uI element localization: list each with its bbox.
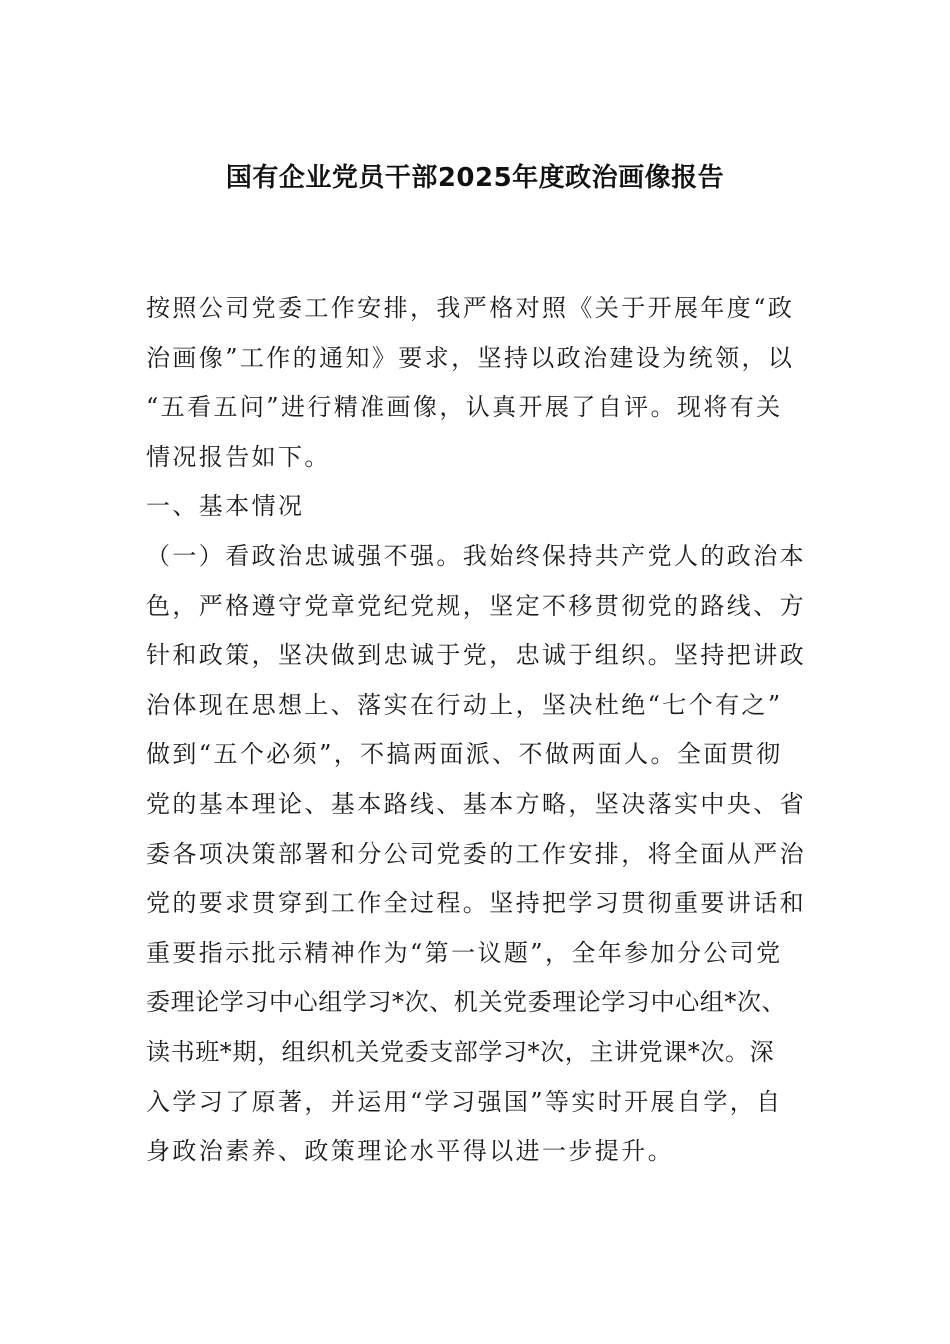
paragraph-line: （一）看政治忠诚强不强。我始终保持共产党人的政治本 xyxy=(146,541,806,570)
paragraph-line: 治画像”工作的通知》要求，坚持以政治建设为统领，以 xyxy=(146,343,795,372)
paragraph-line: 委理论学习中心组学习*次、机关党委理论学习中心组*次、 xyxy=(146,988,787,1017)
paragraph-line: 色，严格遵守党章党纪党规，坚定不移贯彻党的路线、方 xyxy=(146,591,806,620)
paragraph-line: 做到“五个必须”，不搞两面派、不做两面人。全面贯彻 xyxy=(146,740,783,769)
paragraph-line: 党的要求贯穿到工作全过程。坚持把学习贯彻重要讲话和 xyxy=(146,889,806,918)
paragraph-line: “五看五问”进行精准画像，认真开展了自评。现将有关 xyxy=(146,393,783,422)
paragraph-line: 治体现在思想上、落实在行动上，坚决杜绝“七个有之” xyxy=(146,690,783,719)
paragraph-line: 重要指示批示精神作为“第一议题”，全年参加分公司党 xyxy=(146,938,783,967)
paragraph-line: 针和政策，坚决做到忠诚于党，忠诚于组织。坚持把讲政 xyxy=(146,641,806,670)
paragraph-line: 身政治素养、政策理论水平得以进一步提升。 xyxy=(146,1137,674,1166)
document-title: 国有企业党员干部2025年度政治画像报告 xyxy=(225,163,725,193)
document-body xyxy=(146,284,810,1177)
section-heading: 一、基本情况 xyxy=(146,492,305,521)
paragraph-line: 读书班*期，组织机关党委支部学习*次，主讲党课*次。深 xyxy=(146,1037,775,1066)
paragraph-line: 情况报告如下。 xyxy=(146,442,331,471)
paragraph-line: 按照公司党委工作安排，我严格对照《关于开展年度“政 xyxy=(146,294,795,322)
paragraph-line: 党的基本理论、基本路线、基本方略，坚决落实中央、省 xyxy=(146,789,806,818)
paragraph-line: 入学习了原著，并运用“学习强国”等实时开展自学，自 xyxy=(146,1087,783,1116)
paragraph-line: 委各项决策部署和分公司党委的工作安排，将全面从严治 xyxy=(146,839,806,868)
